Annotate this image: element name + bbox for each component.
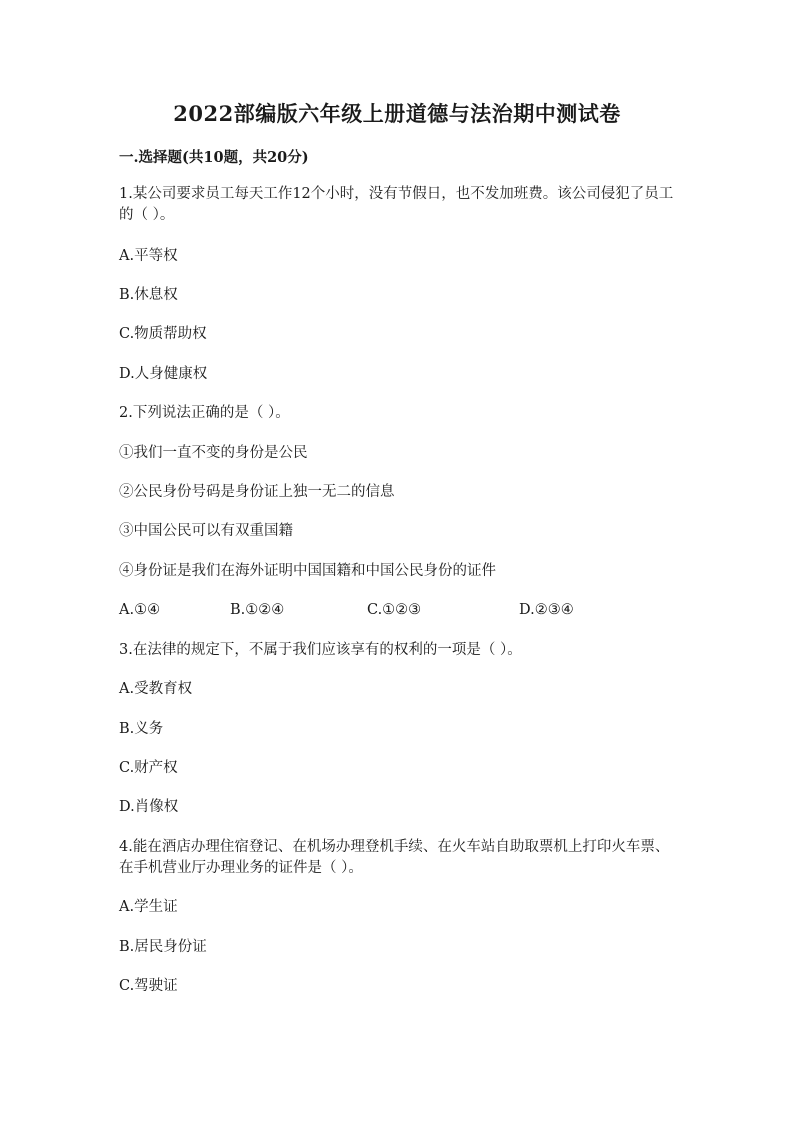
question-3-stem: 3.在法律的规定下，不属于我们应该享有的权利的一项是（ ）。 xyxy=(119,642,522,658)
question-2-statement-3: ③中国公民可以有双重国籍 xyxy=(119,523,293,539)
question-4-option-b: B.居民身份证 xyxy=(119,939,207,955)
question-1-stem: 1.某公司要求员工每天工作12个小时，没有节假日，也不发加班费。该公司侵犯了员工的（ ）。 xyxy=(119,186,674,223)
question-1-option-a: A.平等权 xyxy=(119,248,178,264)
question-3-option-d: D.肖像权 xyxy=(119,799,179,815)
question-2-option-c: C.①②③ xyxy=(367,602,422,618)
question-2-option-b: B.①②④ xyxy=(230,602,285,618)
question-3-option-a: A.受教育权 xyxy=(119,681,193,697)
question-3-option-b: B.义务 xyxy=(119,721,164,737)
question-2-statement-4: ④身份证是我们在海外证明中国国籍和中国公民身份的证件 xyxy=(119,563,496,579)
question-1-option-b: B.休息权 xyxy=(119,287,178,303)
question-4-stem: 4.能在酒店办理住宿登记、在机场办理登机手续、在火车站自助取票机上打印火车票、在手机营业厅办理业务的证件是（ ）。 xyxy=(119,839,670,876)
question-2-option-d: D.②③④ xyxy=(519,602,574,618)
question-2-statement-1: ①我们一直不变的身份是公民 xyxy=(119,445,308,461)
page-title: 2022部编版六年级上册道德与法治期中测试卷 xyxy=(173,101,621,126)
question-3-option-c: C.财产权 xyxy=(119,760,178,776)
question-1-option-c: C.物质帮助权 xyxy=(119,326,207,342)
section-heading: 一.选择题(共10题，共20分) xyxy=(119,149,309,166)
question-2-statement-2: ②公民身份号码是身份证上独一无二的信息 xyxy=(119,484,395,500)
question-4-option-a: A.学生证 xyxy=(119,899,178,915)
question-2-option-a: A.①④ xyxy=(119,602,161,618)
question-2-stem: 2.下列说法正确的是（ ）。 xyxy=(119,405,290,421)
question-1-option-d: D.人身健康权 xyxy=(119,366,208,382)
question-4-option-c: C.驾驶证 xyxy=(119,978,178,994)
